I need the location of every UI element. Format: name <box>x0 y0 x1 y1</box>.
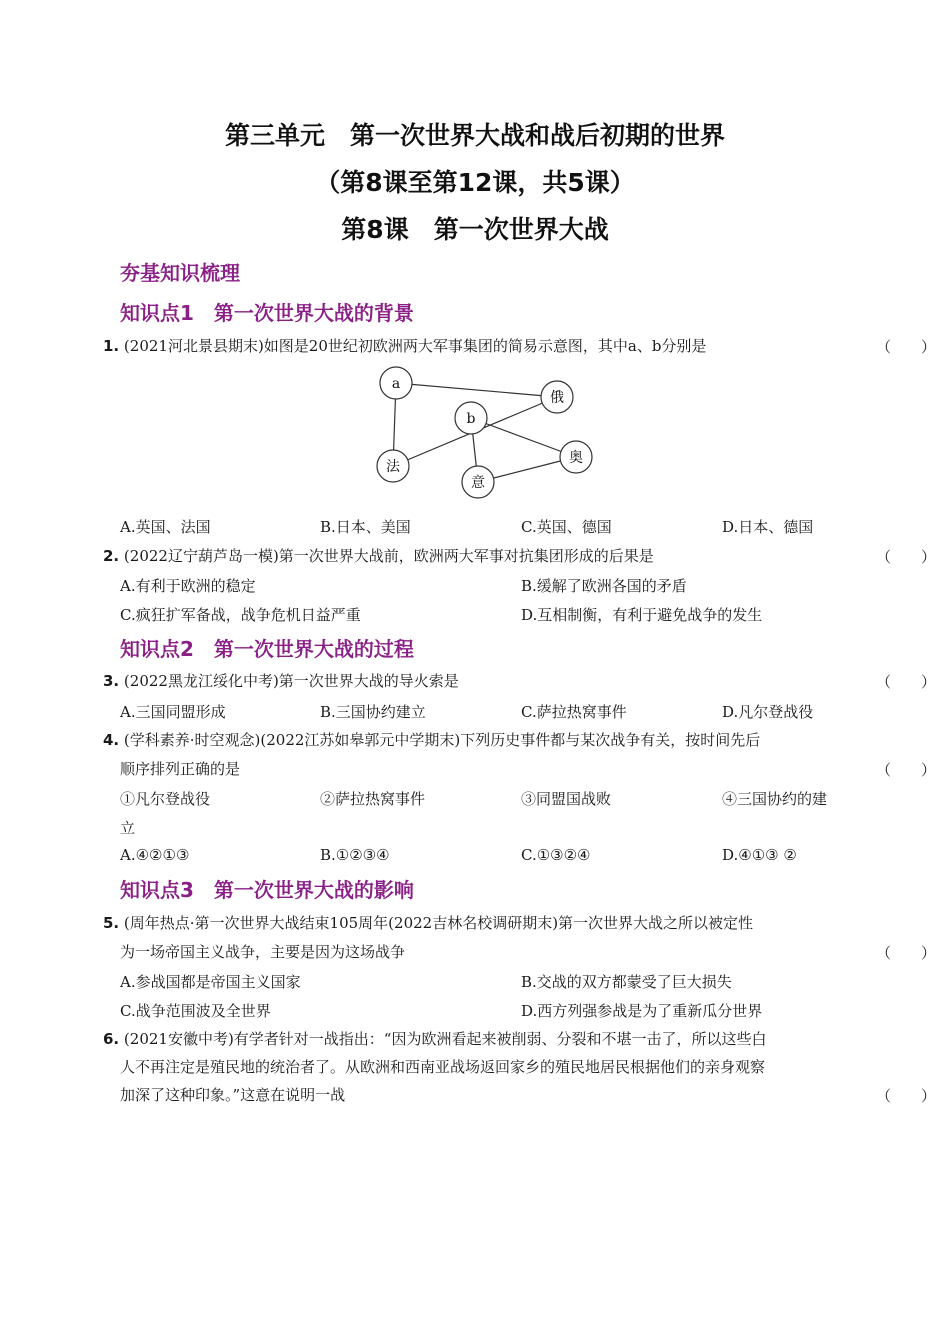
q5-option-d[interactable]: D.西方列强参战是为了重新瓜分世界 <box>521 1002 763 1020</box>
question-4 <box>103 730 760 750</box>
q3-option-a[interactable]: A.三国同盟形成 <box>120 703 226 721</box>
q4-item-2: ②萨拉热窝事件 <box>320 790 426 808</box>
question-6-line-2: 人不再注定是殖民地的统治者了。从欧洲和西南亚战场返回家乡的殖民地居民根据他们的亲身观察 <box>120 1058 766 1076</box>
q4-option-d[interactable]: D.④①③ ② <box>722 846 797 864</box>
question-3 <box>103 671 459 691</box>
question-text: (2022辽宁葫芦岛一模)第一次世界大战前，欧洲两大军事对抗集团形成的后果是 <box>123 547 654 565</box>
q1-option-a[interactable]: A.英国、法国 <box>120 518 211 536</box>
label-a: a <box>391 376 401 392</box>
q2-option-c[interactable]: C.疯狂扩军备战，战争危机日益严重 <box>120 606 361 624</box>
answer-blank[interactable]: （ ） <box>876 548 937 566</box>
q5-option-b[interactable]: B.交战的双方都蒙受了巨大损失 <box>521 973 732 991</box>
question-number: 5. <box>103 914 120 932</box>
q4-item-4: ④三国协约的建 <box>722 790 828 808</box>
q4-option-b[interactable]: B.①②③④ <box>320 846 390 864</box>
q1-option-c[interactable]: C.英国、德国 <box>521 518 612 536</box>
q1-option-d[interactable]: D.日本、德国 <box>722 518 814 536</box>
q2-option-b[interactable]: B.缓解了欧洲各国的矛盾 <box>521 577 687 595</box>
q4-item-4-continued: 立 <box>120 819 136 837</box>
question-2 <box>103 546 654 566</box>
q3-option-b[interactable]: B.三国协约建立 <box>320 703 426 721</box>
question-text: (学科素养·时空观念)(2022江苏如皋郭元中学期末)下列历史事件都与某次战争有关，按时间先后 <box>123 731 761 749</box>
section-heading-basics: 夯基知识梳理 <box>120 261 240 285</box>
question-1 <box>103 336 706 356</box>
label-italy: 意 <box>471 475 485 491</box>
answer-blank[interactable]: （ ） <box>876 944 937 962</box>
q4-item-3: ③同盟国战败 <box>521 790 612 808</box>
question-text: (2021河北景县期末)如图是20世纪初欧洲两大军事集团的简易示意图，其中a、b分别是 <box>123 337 707 355</box>
question-4-line-2: 顺序排列正确的是 <box>120 760 241 778</box>
lesson-range-subtitle: （第8课至第12课，共5课） <box>315 168 635 197</box>
question-5 <box>103 913 753 933</box>
unit-title: 第三单元 第一次世界大战和战后初期的世界 <box>224 121 725 150</box>
alliance-diagram <box>360 360 600 505</box>
question-number: 3. <box>103 672 120 690</box>
knowledge-point-2-heading: 知识点2 第一次世界大战的过程 <box>120 637 414 661</box>
question-5-line-2: 为一场帝国主义战争，主要是因为这场战争 <box>120 943 406 961</box>
q3-option-c[interactable]: C.萨拉热窝事件 <box>521 703 627 721</box>
label-b: b <box>466 411 476 427</box>
q1-option-b[interactable]: B.日本、美国 <box>320 518 411 536</box>
q5-option-a[interactable]: A.参战国都是帝国主义国家 <box>120 973 301 991</box>
answer-blank[interactable]: （ ） <box>876 761 937 779</box>
question-number: 2. <box>103 547 120 565</box>
q5-option-c[interactable]: C.战争范围波及全世界 <box>120 1002 271 1020</box>
question-text: (2021安徽中考)有学者针对一战指出：“因为欧洲看起来被削弱、分裂和不堪一击了，所以这些白 <box>123 1030 767 1048</box>
answer-blank[interactable]: （ ） <box>876 1087 937 1105</box>
question-text: (周年热点·第一次世界大战结束105周年(2022吉林名校调研期末)第一次世界大战之所以被定性 <box>123 914 754 932</box>
q2-option-a[interactable]: A.有利于欧洲的稳定 <box>120 577 256 595</box>
answer-blank[interactable]: （ ） <box>876 673 937 691</box>
knowledge-point-3-heading: 知识点3 第一次世界大战的影响 <box>120 878 414 902</box>
lesson-title: 第8课 第一次世界大战 <box>341 215 609 244</box>
q4-option-c[interactable]: C.①③②④ <box>521 846 591 864</box>
q4-item-1: ①凡尔登战役 <box>120 790 211 808</box>
label-austria: 奥 <box>569 450 583 466</box>
q3-option-d[interactable]: D.凡尔登战役 <box>722 703 814 721</box>
question-6 <box>103 1029 766 1049</box>
question-text: (2022黑龙江绥化中考)第一次世界大战的导火索是 <box>123 672 459 690</box>
question-number: 1. <box>103 337 120 355</box>
label-france: 法 <box>386 459 400 475</box>
answer-blank[interactable]: （ ） <box>876 338 937 356</box>
q2-option-d[interactable]: D.互相制衡，有利于避免战争的发生 <box>521 606 763 624</box>
q4-option-a[interactable]: A.④②①③ <box>120 846 190 864</box>
question-number: 6. <box>103 1030 120 1048</box>
question-6-line-3: 加深了这种印象。”这意在说明一战 <box>120 1086 346 1104</box>
knowledge-point-1-heading: 知识点1 第一次世界大战的背景 <box>120 301 414 325</box>
label-russia: 俄 <box>550 390 564 406</box>
question-number: 4. <box>103 731 120 749</box>
